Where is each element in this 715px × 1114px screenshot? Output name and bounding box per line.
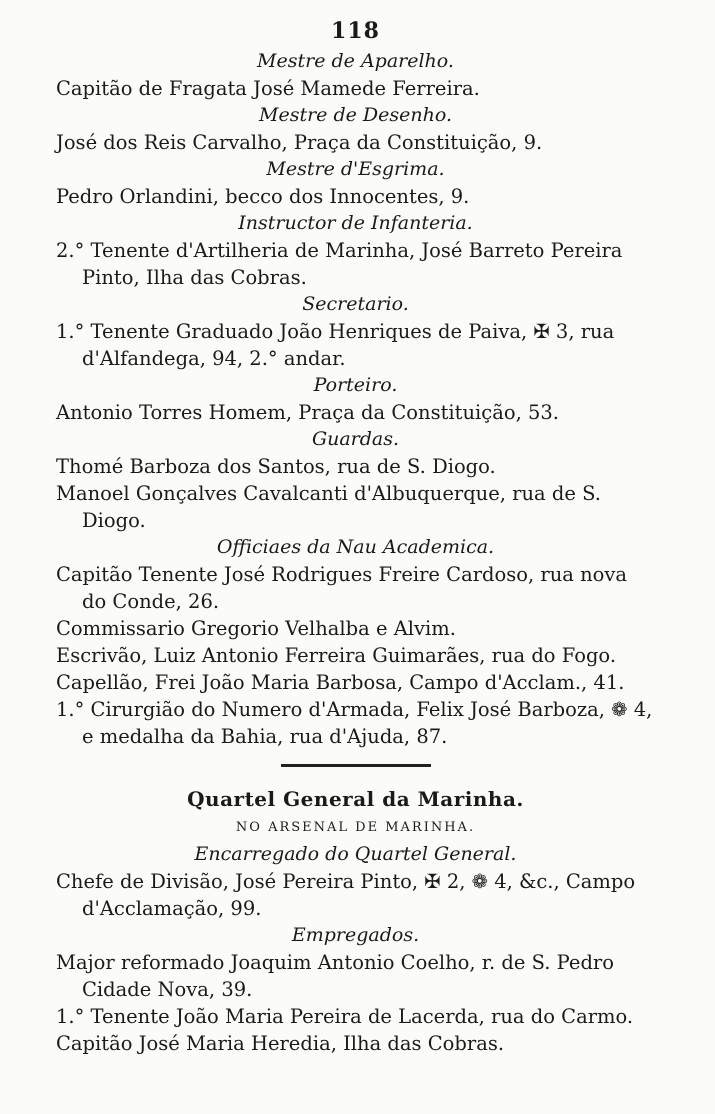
- section-heading: Porteiro.: [313, 374, 398, 396]
- entry-continuation: d'Acclamação, 99.: [82, 897, 262, 920]
- section-heading: Secretario.: [302, 293, 409, 315]
- entry-line: [56, 318, 655, 372]
- entry-text: José dos Reis Carvalho, Praça da Constituição, 9.: [56, 131, 543, 154]
- entry-text: Major reformado Joaquim Antonio Coelho, r. de S. Pedro: [56, 951, 614, 974]
- entry-text: Manoel Gonçalves Cavalcanti d'Albuquerque, rua de S.: [56, 482, 601, 505]
- section-heading: Officiaes da Nau Academica.: [216, 536, 495, 558]
- section-heading: Mestre d'Esgrima.: [266, 158, 445, 180]
- section-heading: Instructor de Infanteria.: [238, 212, 473, 234]
- entry-text: Escrivão, Luiz Antonio Ferreira Guimarães, rua do Fogo.: [56, 644, 617, 667]
- section-title: Quartel General da Marinha.: [187, 787, 524, 811]
- entry-line: [56, 453, 655, 480]
- section-heading: Mestre de Aparelho.: [257, 50, 454, 72]
- entry-line: [56, 237, 655, 291]
- entry-text: Capellão, Frei João Maria Barbosa, Campo d'Acclam., 41.: [56, 671, 625, 694]
- entry-text: Capitão José Maria Heredia, Ilha das Cobras.: [56, 1032, 505, 1055]
- staff-listing: [56, 48, 655, 750]
- entry-line: [56, 561, 655, 615]
- entry-line: [56, 615, 655, 642]
- entry-line: [56, 1003, 655, 1030]
- section-heading: Mestre de Desenho.: [259, 104, 452, 126]
- entry-line: [56, 669, 655, 696]
- entry-line: [56, 868, 655, 922]
- section-heading: Encarregado do Quartel General.: [194, 843, 517, 865]
- entry-text: Capitão de Fragata José Mamede Ferreira.: [56, 77, 480, 100]
- entry-line: [56, 75, 655, 102]
- entry-continuation: do Conde, 26.: [82, 590, 220, 613]
- entry-line: [56, 399, 655, 426]
- entry-line: [56, 1030, 655, 1057]
- entry-continuation: e medalha da Bahia, rua d'Ajuda, 87.: [82, 725, 448, 748]
- entry-text: Commissario Gregorio Velhalba e Alvim.: [56, 617, 456, 640]
- entry-text: 2.° Tenente d'Artilheria de Marinha, José Barreto Pereira: [56, 239, 623, 262]
- entry-line: [56, 480, 655, 534]
- entry-continuation: Cidade Nova, 39.: [82, 978, 253, 1001]
- entry-text: Pedro Orlandini, becco dos Innocentes, 9.: [56, 185, 470, 208]
- entry-line: [56, 183, 655, 210]
- entry-text: Antonio Torres Homem, Praça da Constituição, 53.: [56, 401, 559, 424]
- entry-text: Thomé Barboza dos Santos, rua de S. Diogo.: [56, 455, 496, 478]
- page-number: 118: [331, 18, 380, 44]
- entry-line: [56, 949, 655, 1003]
- section-heading: Guardas.: [311, 428, 400, 450]
- entry-line: [56, 696, 655, 750]
- entry-text: 1.° Cirurgião do Numero d'Armada, Felix José Barboza, ❁ 4,: [56, 698, 653, 721]
- entry-text: 1.° Tenente João Maria Pereira de Lacerda, rua do Carmo.: [56, 1005, 634, 1028]
- entry-text: 1.° Tenente Graduado João Henriques de Paiva, ✠ 3, rua: [56, 320, 615, 343]
- entry-line: [56, 642, 655, 669]
- entry-text: Capitão Tenente José Rodrigues Freire Cardoso, rua nova: [56, 563, 628, 586]
- entry-line: [56, 129, 655, 156]
- entry-continuation: Diogo.: [82, 509, 146, 532]
- entry-text: Chefe de Divisão, José Pereira Pinto, ✠ 2, ❁ 4, &c., Campo: [56, 870, 636, 893]
- section-subtitle: NO ARSENAL DE MARINHA.: [235, 820, 476, 835]
- section-heading: Empregados.: [291, 924, 420, 946]
- quartel-listing: [56, 841, 655, 1057]
- entry-continuation: Pinto, Ilha das Cobras.: [82, 266, 307, 289]
- section-divider: [281, 764, 431, 767]
- entry-continuation: d'Alfandega, 94, 2.° andar.: [82, 347, 346, 370]
